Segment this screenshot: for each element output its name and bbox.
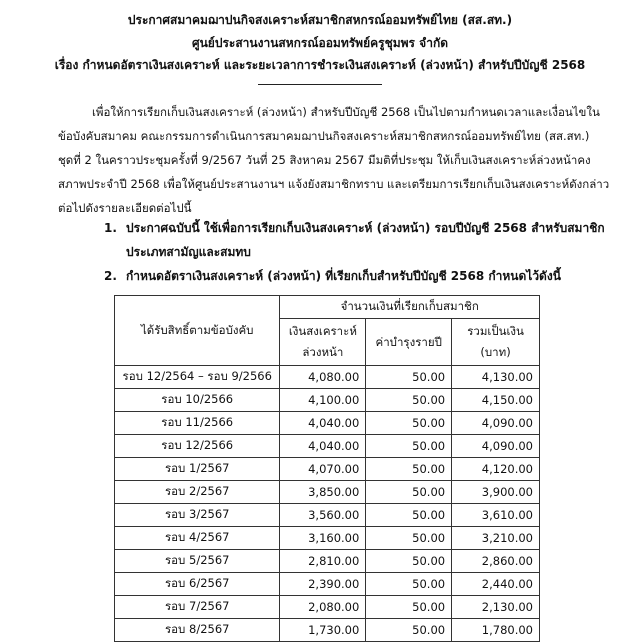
- list-item-1-continued: [126, 240, 251, 264]
- table-row: [115, 458, 540, 481]
- relief-cell: 2,080.00: [280, 596, 366, 619]
- relief-cell: 2,810.00: [280, 550, 366, 573]
- round-cell: รอบ 7/2567: [115, 596, 280, 619]
- table-row: [115, 573, 540, 596]
- total-cell: 3,900.00: [452, 481, 540, 504]
- relief-cell: 1,730.00: [280, 619, 366, 642]
- relief-cell: 4,040.00: [280, 435, 366, 458]
- relief-cell: 4,100.00: [280, 389, 366, 412]
- fee-cell: 50.00: [366, 435, 452, 458]
- list-item-2: [104, 264, 561, 288]
- relief-cell: 4,070.00: [280, 458, 366, 481]
- round-cell: รอบ 12/2566: [115, 435, 280, 458]
- fee-cell: 50.00: [366, 619, 452, 642]
- relief-column-header: เงินสงเคราะห์ ล่วงหน้า: [280, 319, 366, 366]
- round-cell: รอบ 8/2567: [115, 619, 280, 642]
- body-line: ข้อบังคับสมาคม คณะกรรมการดำเนินการสมาคมฌาปนกิจสงเคราะห์สมาชิกสหกรณ์ออมทรัพย์ไทย (สส.สท.): [58, 129, 590, 143]
- total-cell: 4,090.00: [452, 435, 540, 458]
- table-row: [115, 527, 540, 550]
- list-item-text: กำหนดอัตราเงินสงเคราะห์ (ล่วงหน้า) ที่เรียกเก็บสำหรับปีบัญชี 2568 กำหนดไว้ดังนี้: [126, 269, 561, 283]
- fee-cell: 50.00: [366, 481, 452, 504]
- relief-cell: 4,040.00: [280, 412, 366, 435]
- list-item-text: ประกาศฉบับนี้ ใช้เพื่อการเรียกเก็บเงินสงเคราะห์ (ล่วงหน้า) รอบปีบัญชี 2568 สำหรับสมาชิก: [126, 221, 605, 235]
- table-row: [115, 550, 540, 573]
- total-column-header: รวมเป็นเงิน (บาท): [452, 319, 540, 366]
- fee-cell: 50.00: [366, 596, 452, 619]
- relief-cell: 2,390.00: [280, 573, 366, 596]
- body-line: เพื่อให้การเรียกเก็บเงินสงเคราะห์ (ล่วงหน้า) สำหรับปีบัญชี 2568 เป็นไปตามกำหนดเวลาและเงื่อนไขใน: [92, 105, 600, 119]
- table-row: [115, 481, 540, 504]
- table-row: [115, 412, 540, 435]
- relief-rate-table: [114, 295, 540, 642]
- round-cell: รอบ 1/2567: [115, 458, 280, 481]
- table-row: [115, 596, 540, 619]
- body-paragraph: [58, 100, 618, 220]
- table-row: [115, 619, 540, 642]
- table-row: [115, 389, 540, 412]
- fee-column-header: ค่าบำรุงรายปี: [366, 319, 452, 366]
- round-cell: รอบ 10/2566: [115, 389, 280, 412]
- table-row: [115, 366, 540, 389]
- fee-cell: 50.00: [366, 366, 452, 389]
- relief-cell: 3,850.00: [280, 481, 366, 504]
- relief-cell: 3,160.00: [280, 527, 366, 550]
- fee-cell: 50.00: [366, 504, 452, 527]
- fee-cell: 50.00: [366, 389, 452, 412]
- round-cell: รอบ 5/2567: [115, 550, 280, 573]
- list-item-number: 2.: [104, 269, 117, 283]
- round-cell: รอบ 12/2564 – รอบ 9/2566: [115, 366, 280, 389]
- total-cell: 2,130.00: [452, 596, 540, 619]
- round-cell: รอบ 2/2567: [115, 481, 280, 504]
- header-divider: [258, 84, 382, 85]
- fee-cell: 50.00: [366, 573, 452, 596]
- body-line: ชุดที่ 2 ในคราวประชุมครั้งที่ 9/2567 วันที่ 25 สิงหาคม 2567 มีมติที่ประชุม ให้เก็บเงินสงเคราะห์ล่วงหน้าคง: [58, 153, 591, 167]
- fee-cell: 50.00: [366, 527, 452, 550]
- subject-line: เรื่อง กำหนดอัตราเงินสงเคราะห์ และระยะเวลาการชำระเงินสงเคราะห์ (ล่วงหน้า) สำหรับปีบัญชี 2568: [54, 58, 586, 72]
- round-cell: รอบ 4/2567: [115, 527, 280, 550]
- total-cell: 4,130.00: [452, 366, 540, 389]
- fee-cell: 50.00: [366, 412, 452, 435]
- body-line: ต่อไปดังรายละเอียดต่อไปนี้: [58, 201, 192, 215]
- total-cell: 1,780.00: [452, 619, 540, 642]
- total-cell: 3,610.00: [452, 504, 540, 527]
- total-cell: 4,120.00: [452, 458, 540, 481]
- table-row: [115, 435, 540, 458]
- announcement-title: ประกาศสมาคมฌาปนกิจสงเคราะห์สมาชิกสหกรณ์ออมทรัพย์ไทย (สส.สท.): [127, 13, 513, 27]
- fee-cell: 50.00: [366, 458, 452, 481]
- amount-group-header: จำนวนเงินที่เรียกเก็บสมาชิก: [280, 296, 540, 319]
- list-item-text: ประเภทสามัญและสมทบ: [126, 245, 251, 259]
- rights-column-header: ได้รับสิทธิ์ตามข้อบังคับ: [115, 296, 280, 366]
- total-cell: 4,150.00: [452, 389, 540, 412]
- list-item-1: [104, 216, 605, 240]
- total-cell: 3,210.00: [452, 527, 540, 550]
- relief-cell: 3,560.00: [280, 504, 366, 527]
- total-cell: 4,090.00: [452, 412, 540, 435]
- round-cell: รอบ 11/2566: [115, 412, 280, 435]
- total-cell: 2,440.00: [452, 573, 540, 596]
- relief-cell: 4,080.00: [280, 366, 366, 389]
- list-item-number: 1.: [104, 221, 117, 235]
- body-line: สภาพประจำปี 2568 เพื่อให้ศูนย์ประสานงานฯ แจ้งยังสมาชิกทราบ และเตรียมการเรียกเก็บเงินสงเคราะห์ดังกล่าว: [58, 177, 610, 191]
- table-row: [115, 504, 540, 527]
- round-cell: รอบ 3/2567: [115, 504, 280, 527]
- round-cell: รอบ 6/2567: [115, 573, 280, 596]
- coordination-center-name: ศูนย์ประสานงานสหกรณ์ออมทรัพย์ครูชุมพร จำกัด: [191, 36, 448, 50]
- total-cell: 2,860.00: [452, 550, 540, 573]
- fee-cell: 50.00: [366, 550, 452, 573]
